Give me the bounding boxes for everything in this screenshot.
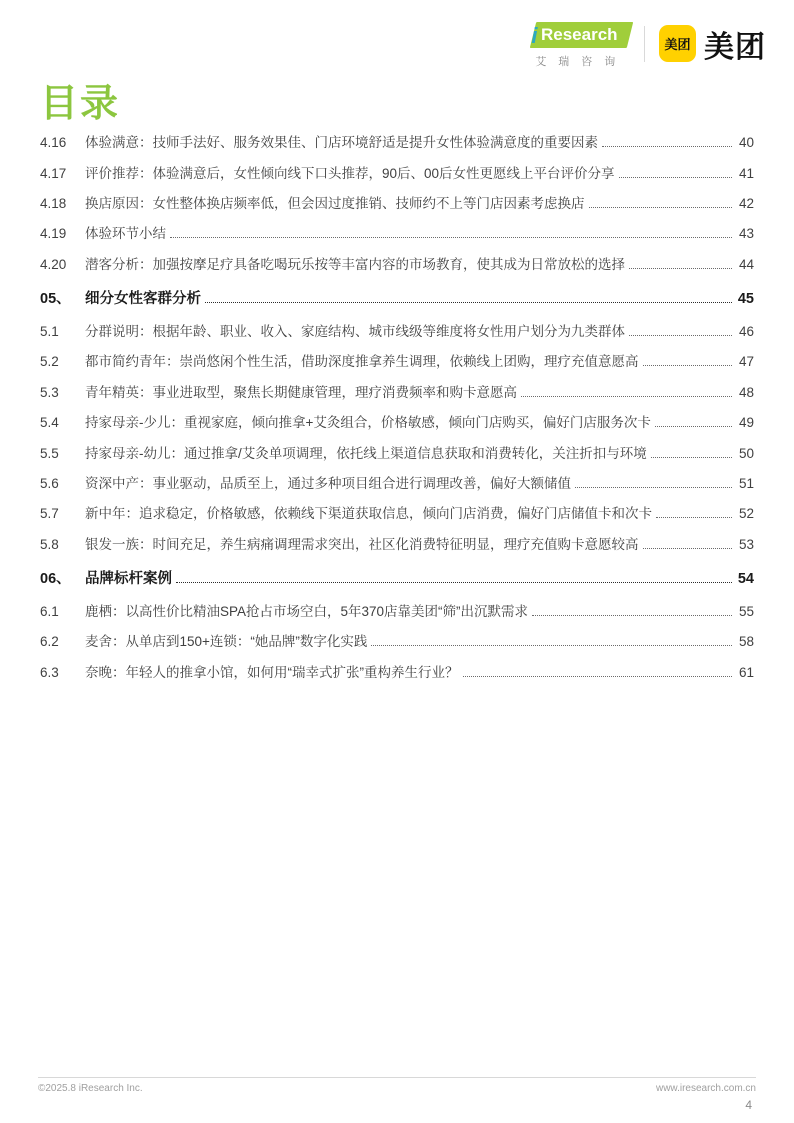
- toc-entry-page: 41: [738, 165, 754, 181]
- toc-entry[interactable]: [40, 528, 754, 558]
- iresearch-green-parallelogram: [530, 22, 633, 48]
- iresearch-wordmark: [531, 18, 630, 48]
- iresearch-logo: [531, 18, 630, 69]
- toc-entry[interactable]: [40, 595, 754, 625]
- toc-entry[interactable]: [40, 156, 754, 186]
- toc-entry[interactable]: [40, 656, 754, 686]
- toc-entry-page: 52: [738, 506, 754, 522]
- toc-entry-page: 50: [738, 445, 754, 461]
- toc-entry-number: 05、: [40, 290, 71, 307]
- toc-leader-dots: [176, 582, 732, 583]
- toc-leader-dots: [463, 676, 733, 677]
- toc-entry[interactable]: [40, 248, 754, 278]
- toc-entry[interactable]: [40, 278, 754, 315]
- toc-entry-title: 鹿栖：以高性价比精油SPA抢占市场空白，5年370店靠美团“筛”出沉默需求: [85, 604, 529, 620]
- toc-entry-number: 5.7: [40, 506, 59, 522]
- toc-entry-number: 5.5: [40, 445, 59, 461]
- toc-entry-number: 5.4: [40, 415, 59, 431]
- toc-leader-dots: [643, 365, 733, 366]
- iresearch-chinese-subtitle: 艾瑞咨询: [535, 56, 628, 68]
- toc-entry-number: 4.18: [40, 195, 67, 211]
- toc-entry-number: 6.2: [40, 634, 59, 650]
- toc-entry[interactable]: [40, 126, 754, 156]
- page-title: 目录: [40, 83, 121, 125]
- toc-entry-title: 持家母亲-少儿：重视家庭，倾向推拿+艾灸组合，价格敏感，倾向门店购买，偏好门店服务次卡: [85, 415, 651, 431]
- meituan-logo: [659, 22, 766, 66]
- page-number: 4: [745, 1098, 752, 1112]
- toc-entry[interactable]: [40, 436, 754, 466]
- toc-leader-dots: [575, 487, 732, 488]
- toc-entry-title: 评价推荐：体验满意后，女性倾向线下口头推荐，90后、00后女性更愿线上平台评价分享: [85, 165, 615, 181]
- toc-entry-title: 麦舍：从单店到150+连锁：“她品牌”数字化实践: [85, 634, 368, 650]
- toc-entry-number: 5.3: [40, 384, 59, 400]
- toc-entry-page: 46: [738, 324, 754, 340]
- toc-entry-page: 61: [738, 664, 754, 680]
- toc-leader-dots: [170, 237, 732, 238]
- toc-entry[interactable]: [40, 406, 754, 436]
- toc-entry-title: 换店原因：女性整体换店频率低，但会因过度推销、技师约不上等门店因素考虑换店: [85, 195, 585, 211]
- toc-entry[interactable]: [40, 467, 754, 497]
- meituan-app-icon: 美团: [659, 25, 696, 62]
- toc-entry-page: 47: [738, 354, 754, 370]
- toc-entry-page: 45: [737, 290, 754, 307]
- toc-entry[interactable]: [40, 625, 754, 655]
- toc-entry-title: 新中年：追求稳定，价格敏感，依赖线下渠道获取信息，倾向门店消费，偏好门店储值卡和次卡: [85, 506, 652, 522]
- toc-entry-title: 体验环节小结: [85, 226, 166, 242]
- toc-entry-page: 53: [738, 536, 754, 552]
- toc-entry-number: 4.16: [40, 135, 67, 151]
- toc-leader-dots: [532, 615, 732, 616]
- toc-entry[interactable]: [40, 497, 754, 527]
- toc-entry-page: 44: [738, 256, 754, 272]
- toc-leader-dots: [651, 457, 732, 458]
- toc-entry-title: 品牌标杆案例: [85, 570, 172, 587]
- iresearch-i-glyph: i: [531, 23, 538, 48]
- footer-copyright: ©2025.8 iResearch Inc.: [38, 1083, 143, 1094]
- toc-leader-dots: [643, 548, 733, 549]
- toc-entry-title: 奈晚：年轻人的推拿小馆，如何用“瑞幸式扩张”重构养生行业？: [85, 664, 459, 680]
- page-footer: [38, 1083, 756, 1094]
- toc-entry[interactable]: [40, 376, 754, 406]
- toc-entry-number: 5.8: [40, 536, 59, 552]
- toc-list: [40, 126, 754, 686]
- toc-leader-dots: [602, 146, 732, 147]
- toc-entry[interactable]: [40, 345, 754, 375]
- toc-entry-number: 4.17: [40, 165, 67, 181]
- toc-entry-number: 6.1: [40, 604, 59, 620]
- toc-entry-page: 42: [738, 195, 754, 211]
- toc-entry-number: 5.6: [40, 475, 59, 491]
- toc-entry-page: 43: [738, 226, 754, 242]
- toc-entry-page: 40: [738, 135, 754, 151]
- footer-website: www.iresearch.com.cn: [655, 1083, 756, 1094]
- toc-leader-dots: [629, 268, 732, 269]
- toc-entry[interactable]: [40, 187, 754, 217]
- toc-entry-title: 持家母亲-幼儿：通过推拿/艾灸单项调理，依托线上渠道信息获取和消费转化，关注折扣与环境: [85, 445, 647, 461]
- toc-entry-page: 55: [738, 604, 754, 620]
- toc-entry[interactable]: [40, 558, 754, 595]
- toc-leader-dots: [205, 302, 732, 303]
- meituan-wordmark: 美团: [704, 30, 766, 64]
- toc-entry-number: 6.3: [40, 664, 59, 680]
- footer-divider: [38, 1077, 756, 1078]
- page-header: [531, 18, 766, 69]
- toc-entry-title: 分群说明：根据年龄、职业、收入、家庭结构、城市线级等维度将女性用户划分为九类群体: [85, 324, 625, 340]
- toc-leader-dots: [589, 207, 733, 208]
- toc-entry-title: 青年精英：事业进取型，聚焦长期健康管理，理疗消费频率和购卡意愿高: [85, 384, 517, 400]
- iresearch-wordmark-text: Research: [541, 25, 618, 44]
- toc-entry-number: 4.20: [40, 256, 67, 272]
- toc-entry-number: 4.19: [40, 226, 67, 242]
- toc-entry-title: 细分女性客群分析: [85, 290, 201, 307]
- toc-leader-dots: [655, 426, 732, 427]
- toc-leader-dots: [629, 335, 732, 336]
- toc-leader-dots: [521, 396, 732, 397]
- toc-entry-page: 51: [738, 475, 754, 491]
- toc-entry-page: 49: [738, 415, 754, 431]
- toc-leader-dots: [619, 177, 732, 178]
- toc-entry-page: 48: [738, 384, 754, 400]
- toc-entry-title: 资深中产：事业驱动，品质至上，通过多种项目组合进行调理改善，偏好大额储值: [85, 475, 571, 491]
- toc-entry[interactable]: [40, 217, 754, 247]
- toc-entry-title: 体验满意：技师手法好、服务效果佳、门店环境舒适是提升女性体验满意度的重要因素: [85, 135, 598, 151]
- toc-leader-dots: [656, 517, 732, 518]
- toc-entry-title: 潜客分析：加强按摩足疗具备吃喝玩乐按等丰富内容的市场教育，使其成为日常放松的选择: [85, 256, 625, 272]
- toc-entry-number: 06、: [40, 570, 71, 587]
- toc-entry-number: 5.2: [40, 354, 59, 370]
- logo-divider: [644, 26, 645, 62]
- toc-entry-page: 58: [738, 634, 754, 650]
- toc-leader-dots: [371, 645, 732, 646]
- toc-entry-title: 银发一族：时间充足，养生病痛调理需求突出，社区化消费特征明显，理疗充值购卡意愿较高: [85, 536, 639, 552]
- toc-entry[interactable]: [40, 315, 754, 345]
- toc-entry-number: 5.1: [40, 324, 59, 340]
- toc-entry-page: 54: [737, 570, 754, 587]
- toc-entry-title: 都市简约青年：崇尚悠闲个性生活，借助深度推拿养生调理，依赖线上团购，理疗充值意愿高: [85, 354, 639, 370]
